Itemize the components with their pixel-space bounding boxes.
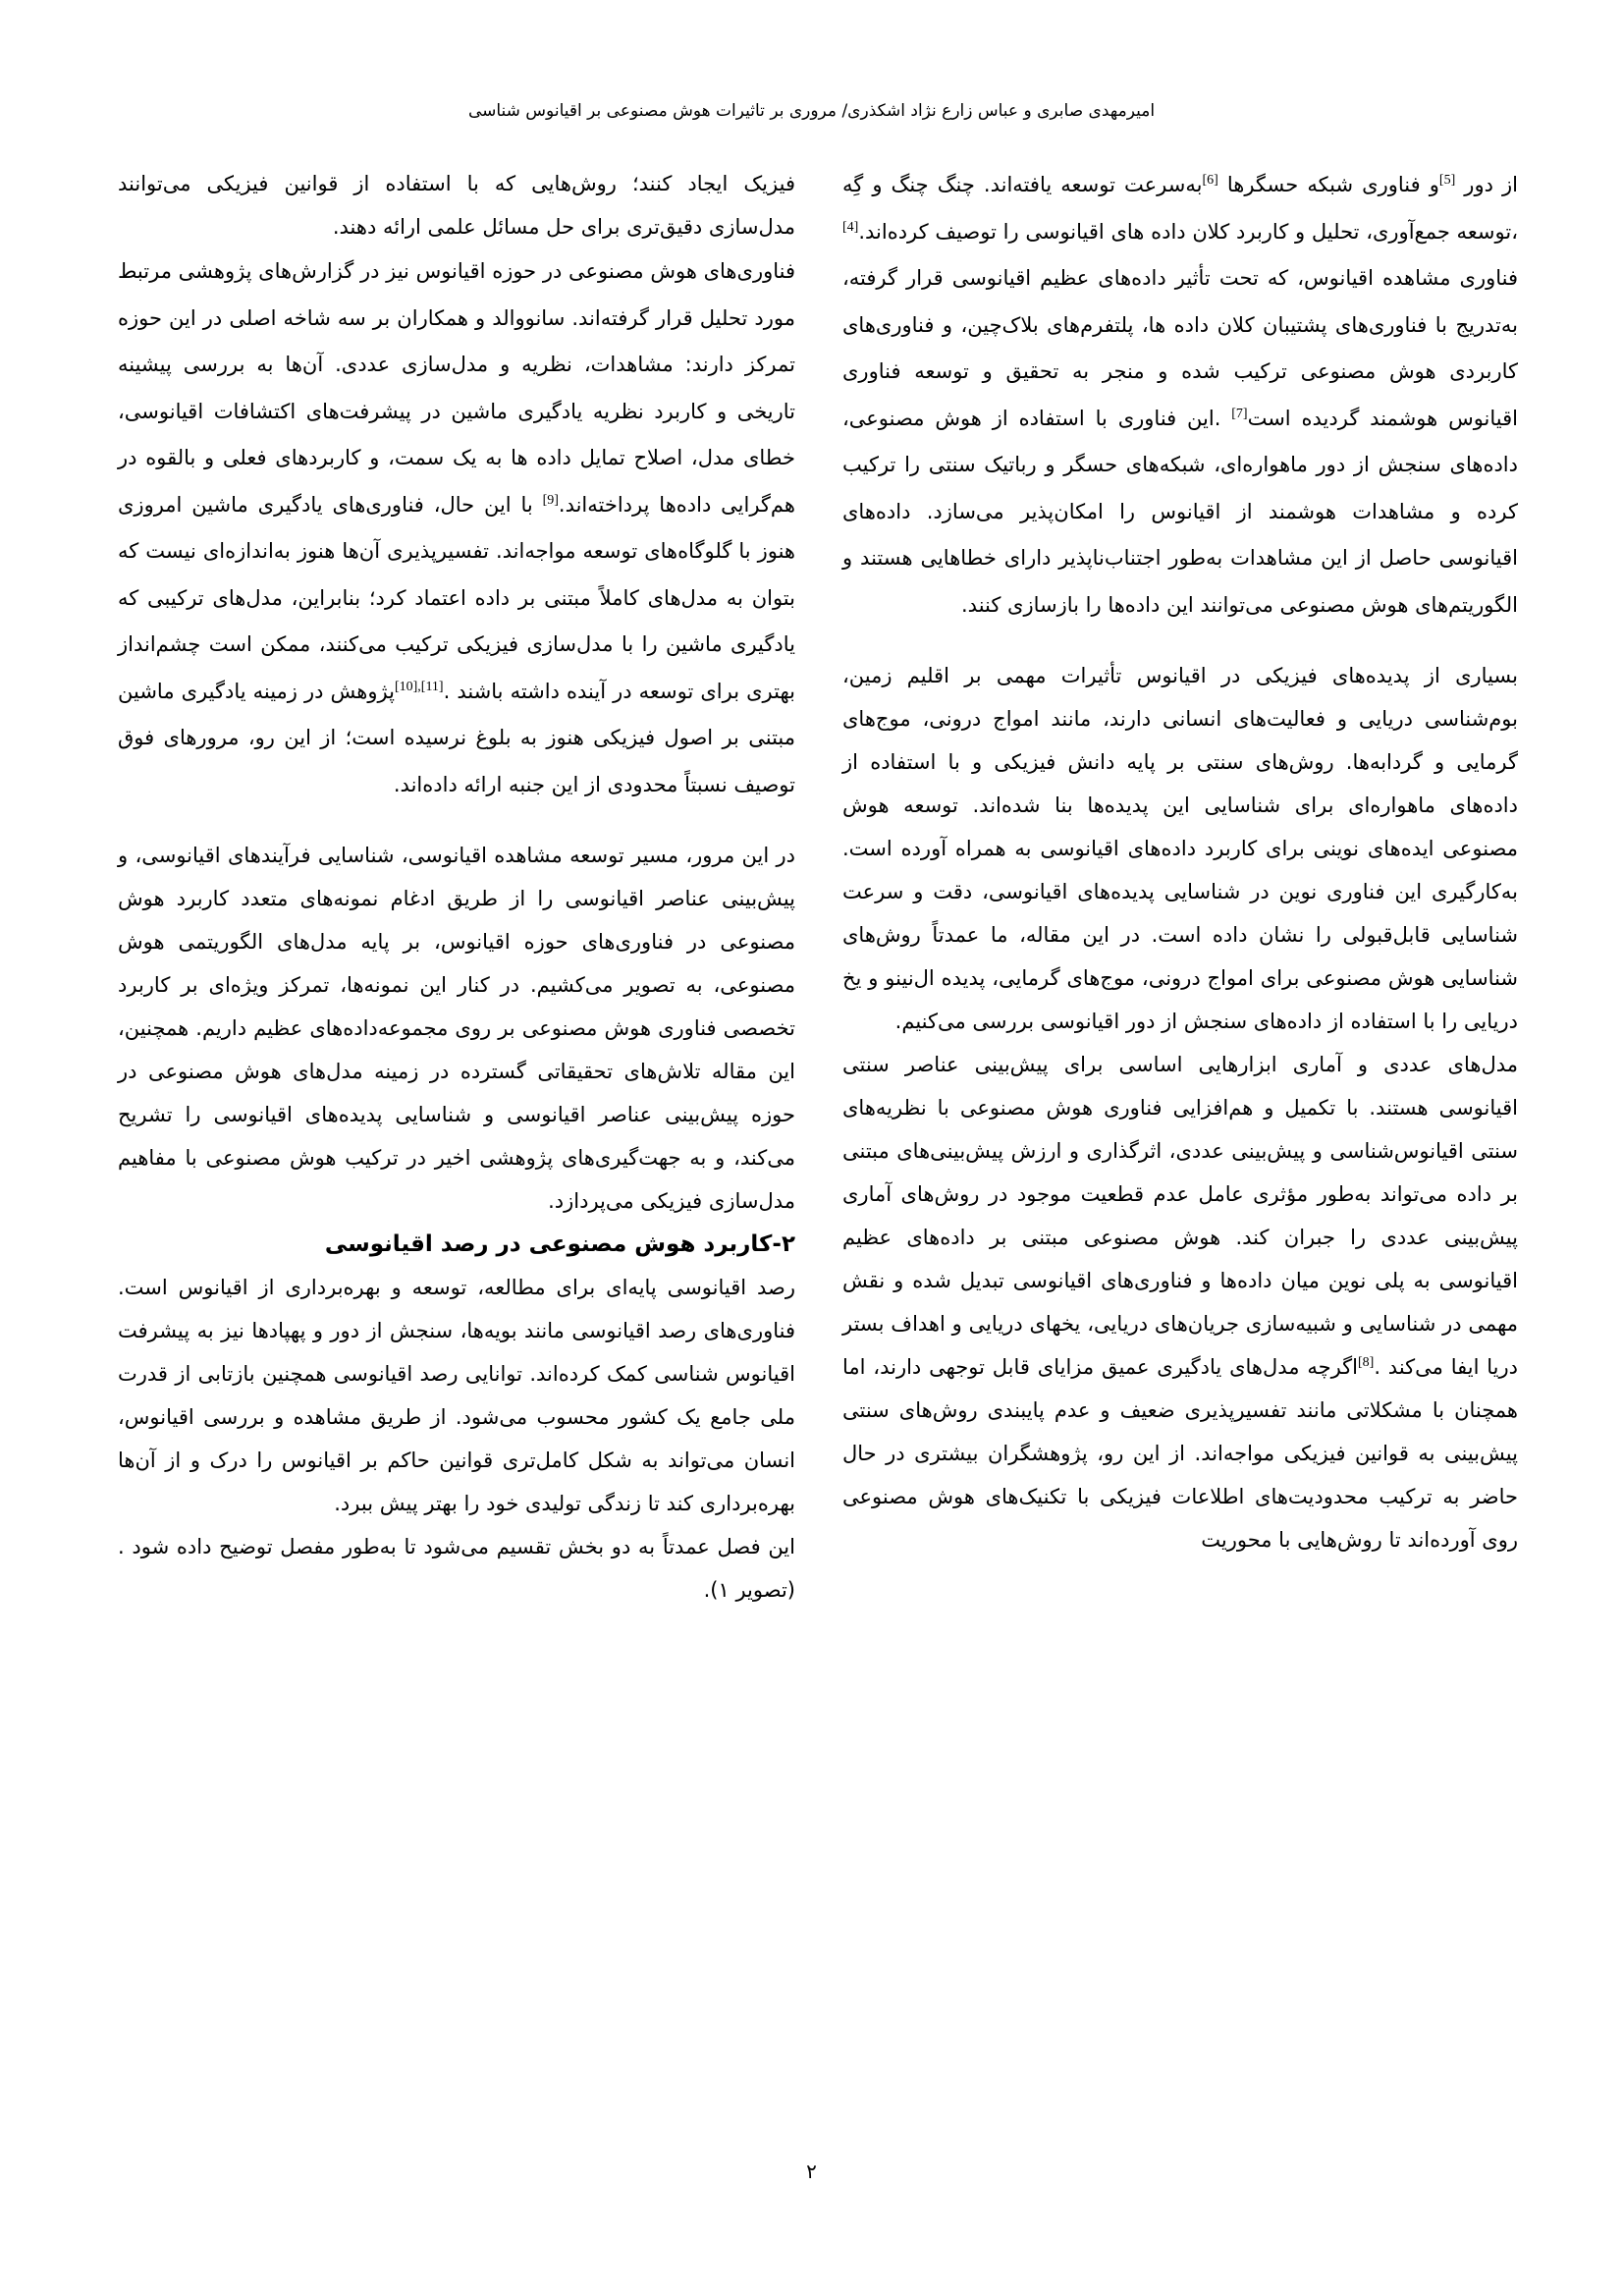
citation-8: [8] xyxy=(1357,1355,1375,1370)
paragraph-review-scope: در این مرور، مسیر توسعه مشاهده اقیانوسی، شناسایی فرآیندهای اقیانوسی، و پیش‌بینی عناصر اقیانوسی را از طریق ادغام نمونه‌های متعدد کاربرد هوش مصنوعی در فناوری‌های حوزه اقیانوس، بر پایه مدل‌های الگوریتمی هوش مصنوعی، به تصویر می‌کشیم. در کنار این نمونه‌ها، تمرکز ویژه‌ای بر کاربرد تخصصی فناوری هوش مصنوعی بر روی مجموعه‌داده‌های عظیم داریم. همچنین، این مقاله تلاش‌های تحقیقاتی گسترده در زمینه مدل‌های هوش مصنوعی در حوزه پیش‌بینی عناصر اقیانوسی و شناسایی پدیده‌های اقیانوسی را تشریح می‌کند، و به جهت‌گیری‌های پژوهشی اخیر در ترکیب هوش مصنوعی با مفاهیم مدل‌سازی فیزیکی می‌پردازد. xyxy=(118,844,795,1213)
paragraph-physics-driven: فیزیک ایجاد کنند؛ روش‌هایی که با استفاده از قوانین فیزیکی می‌توانند مدل‌سازی دقیق‌تری برای حل مسائل علمی ارائه دهند. xyxy=(118,172,795,239)
citation-7: [7] xyxy=(1231,406,1248,421)
section-heading: ۲-کاربرد هوش مصنوعی در رصد اقیانوسی xyxy=(324,1231,795,1257)
paragraph-physical-phenomena: بسیاری از پدیده‌های فیزیکی در اقیانوس تأثیرات مهمی بر اقلیم زمین، بوم‌شناسی دریایی و فعالیت‌های انسانی دارند، مانند امواج درونی، موج‌های گرمایی و گردابه‌ها. روش‌های سنتی بر پایه دانش فیزیکی و با استفاده از داده‌های ماهواره‌ای برای شناسایی این پدیده‌ها بنا شده‌اند. توسعه هوش مصنوعی ایده‌های نوینی برای کاربرد داده‌های اقیانوسی به همراه آورده است. به‌کارگیری این فناوری نوین در شناسایی پدیده‌های اقیانوسی، دقت و سرعت شناسایی قابل‌قبولی را نشان داده است. در این مقاله، ما عمدتاً روش‌های شناسایی هوش مصنوعی برای امواج درونی، موج‌های گرمایی، پدیده ال‌نینو و یخ دریایی را با استفاده از داده‌های سنجش از دور اقیانوسی بررسی می‌کنیم. xyxy=(842,664,1518,1033)
text: مدل‌های عددی و آماری ابزارهایی اساسی برای پیش‌بینی عناصر سنتی اقیانوسی هستند. با تکمیل و هم‌افزایی فناوری هوش مصنوعی با نظریه‌های سنتی اقیانوس‌شناسی و پیش‌بینی عددی، اثرگذاری و ارزش پیش‌بینی‌های مبتنی بر داده می‌تواند به‌طور مؤثری عامل عدم قطعیت موجود در روش‌های آماری پیش‌بینی عددی را جبران کند. هوش مصنوعی مبتنی بر داده‌های عظیم اقیانوسی به پلی نوین میان داده‌ها و فناوری‌های اقیانوسی تبدیل شده و نقش مهمی در شناسایی و شبیه‌سازی جریان‌های دریایی، یخهای دریایی و اهداف بستر دریا ایفا می‌کند . xyxy=(842,1053,1518,1379)
text: به‌سرعت توسعه یافته‌اند. چنگ چنگ و گِه ،توسعه جمع‌آوری، تحلیل و کاربرد کلان داده های اقیانوسی را توصیف کرده‌اند. xyxy=(842,173,1518,244)
citation-6: [6] xyxy=(1202,173,1218,188)
paragraph-numerical-models xyxy=(842,1043,1518,1561)
citation-9: [9] xyxy=(542,492,559,508)
left-column xyxy=(118,162,795,1612)
text: پژوهش در زمینه یادگیری ماشین مبتنی بر اصول فیزیکی هنوز به بلوغ نرسیده است؛ از این رو، مرورهای فوق توصیف نسبتاً محدودی از این جنبه ارائه داده‌اند. xyxy=(118,679,795,796)
text: فناوری مشاهده اقیانوس، که تحت تأثیر داده‌های عظیم اقیانوسی قرار گرفته، به‌تدریج با فناوری‌های پشتیبان کلان داده ها، پلتفرم‌های بلاک‌چین، و فناوری‌های کاربردی هوش مصنوعی ترکیب شده و منجر به تحقیق و توسعه فناوری اقیانوس هوشمند گردیده است xyxy=(842,266,1518,430)
paragraph-observation-tech xyxy=(842,162,1518,629)
text: اگرچه مدل‌های یادگیری عمیق مزایای قابل توجهی دارند، اما همچنان با مشکلاتی مانند تفسیرپذیری ضعیف و عدم پایبندی روش‌های سنتی پیش‌بینی به قوانین فیزیکی مواجه‌اند. از این رو، پژوهشگران بیشتری در حال حاضر به ترکیب محدودیت‌های اطلاعات فیزیکی با تکنیک‌های هوش مصنوعی روی آورده‌اند تا روش‌هایی با محوریت xyxy=(842,1355,1518,1552)
page-number: ۲ xyxy=(806,2159,817,2183)
right-column xyxy=(842,162,1518,1561)
text: با این حال، فناوری‌های یادگیری ماشین امروزی هنوز با گلوگاه‌های توسعه مواجه‌اند. تفسیرپذیری آن‌ها هنوز به‌اندازه‌ای نیست که بتوان به مدل‌های کاملاً مبتنی بر داده اعتماد کرد؛ بنابراین، مدل‌های ترکیبی که یادگیری ماشین را با مدل‌سازی فیزیکی ترکیب می‌کنند، ممکن است چشم‌انداز بهتری برای توسعه در آینده داشته باشند . xyxy=(118,492,795,703)
text: فناوری‌های هوش مصنوعی در حوزه اقیانوس نیز در گزارش‌های پژوهشی مرتبط مورد تحلیل قرار گرفته‌اند. سانووالد و همکاران بر سه شاخه اصلی در این حوزه تمرکز دارند: مشاهدات، نظریه و مدل‌سازی عددی. آن‌ها به بررسی پیشینه تاریخی و کاربرد نظریه یادگیری ماشین در پیشرفت‌های اکتشافات اقیانوسی، خطای مدل، اصلاح تمایل داده ها به یک سمت، و کاربردهای فعلی و بالقوه در هم‌گرایی داده‌ها پرداخته‌اند. xyxy=(118,259,795,517)
paragraph-ai-ocean-reviews xyxy=(118,248,795,808)
paragraph-chapter-outline: این فصل عمدتاً به دو بخش تقسیم می‌شود تا به‌طور مفصل توضیح داده شود .(تصویر ۱). xyxy=(118,1535,795,1602)
text: .این فناوری با استفاده از هوش مصنوعی، داده‌های سنجش از دور ماهواره‌ای، شبکه‌های حسگر و رباتیک سنتی را ترکیب کرده و مشاهدات هوشمند از اقیانوس را امکان‌پذیر می‌سازد. داده‌های اقیانوسی حاصل از این مشاهدات به‌طور اجتناب‌ناپذیر دارای خطاهایی هستند و الگوریتم‌های هوش مصنوعی می‌توانند این داده‌ها را بازسازی کنند. xyxy=(842,406,1518,617)
citation-4: [4] xyxy=(842,219,859,235)
citation-10-11: [10],[11] xyxy=(394,679,444,694)
text: از دور xyxy=(1455,173,1518,196)
citation-5: [5] xyxy=(1438,173,1456,188)
text: و فناوری شبکه حسگرها xyxy=(1217,173,1439,196)
paragraph-ocean-observation: رصد اقیانوسی پایه‌ای برای مطالعه، توسعه و بهره‌برداری از اقیانوس است. فناوری‌های رصد اقیانوسی مانند بویه‌ها، سنجش از دور و پهپادها نیز به پیشرفت اقیانوس شناسی کمک کرده‌اند. توانایی رصد اقیانوسی همچنین بازتابی از قدرت ملی جامع یک کشور محسوب می‌شود. از طریق مشاهده و بررسی اقیانوس، انسان می‌تواند به شکل کامل‌تری قوانین حاکم بر اقیانوس را درک و از آن‌ها بهره‌برداری کند تا زندگی تولیدی خود را بهتر پیش ببرد. xyxy=(118,1276,795,1515)
running-header: امیرمهدی صابری و عباس زارع نژاد اشکذری/ مروری بر تاثیرات هوش مصنوعی بر اقیانوس شناسی xyxy=(467,101,1156,121)
